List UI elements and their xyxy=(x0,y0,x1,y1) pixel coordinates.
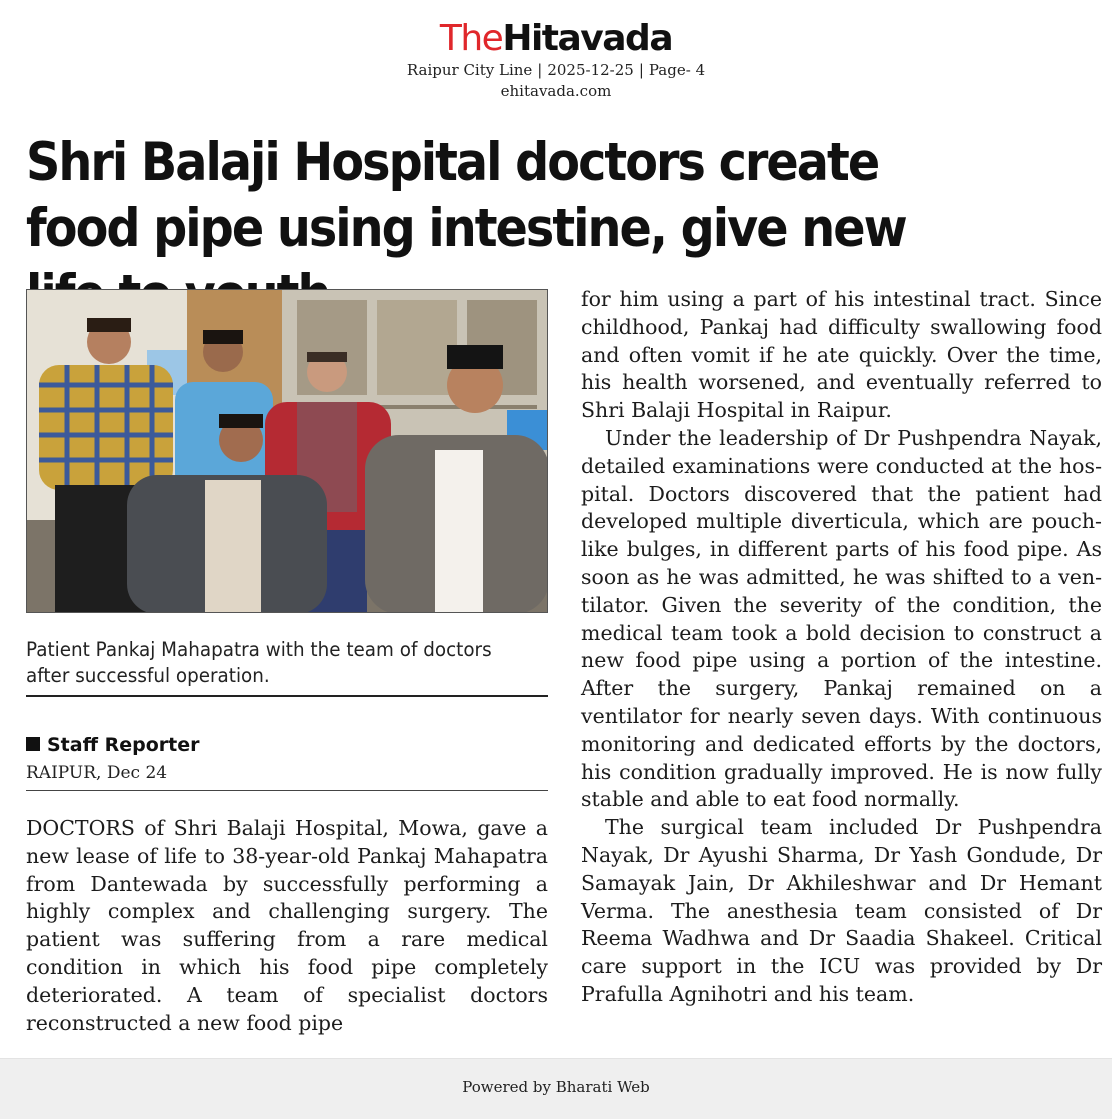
separator: | xyxy=(537,61,543,79)
article-paragraph: for him using a part of his intestinal tract. Since childhood, Pankaj had difficulty swallowing food and often vomit if he ate quickly. Over the time, his health worsened, and eventually referred to Shri Balaji Hospital in Raipur. xyxy=(581,287,1102,423)
article-photo xyxy=(26,289,548,613)
dateline: RAIPUR, Dec 24 xyxy=(26,763,168,783)
byline-text: Staff Reporter xyxy=(47,734,200,756)
powered-by-link[interactable]: Powered by Bharati Web xyxy=(462,1078,650,1096)
article-column-left xyxy=(26,815,548,1037)
photo-illustration xyxy=(27,290,548,613)
edition-date: 2025-12-25 xyxy=(547,61,634,79)
masthead xyxy=(0,18,1112,102)
article-column-right xyxy=(581,286,1102,1009)
edition-name: Raipur City Line xyxy=(406,61,533,79)
logo-hitavada: Hitavada xyxy=(502,18,673,59)
photo-caption: Patient Pankaj Mahapatra with the team of doctors after successful operation. xyxy=(26,638,492,687)
caption-divider xyxy=(26,695,548,697)
publication-logo[interactable] xyxy=(0,18,1112,60)
footer xyxy=(0,1058,1112,1119)
article-paragraph: Under the leadership of Dr Pushpendra Nayak, detailed examinations were conducted at the hospital. Doctors discovered that the patient had developed multiple diverticula, which are pouch-like bulges, in different parts of his food pipe. As soon as he was admitted, he was shifted to a ventilator. Given the severity of the condition, the medical team took a bold decision to construct a new food pipe using a portion of the intestine. After the surgery, Pankaj remained on a ventilator for nearly seven days. With continuous monitoring and dedicated efforts by the doctors, his condition gradually improved. He is now fully stable and able to eat food normally. xyxy=(581,425,1102,812)
byline-square-icon xyxy=(26,737,40,751)
page-number: Page- 4 xyxy=(648,61,706,79)
logo-the: The xyxy=(439,18,503,59)
article-paragraph: DOCTORS of Shri Balaji Hospital, Mowa, gave a new lease of life to 38-year-old Pankaj Mahapatra from Dantewada by successfully performing a highly complex and challenging surgery. The patient was suffering from a rare medical condition in which his food pipe completely deteriorated. A team of specialist doctors reconstructed a new food pipe xyxy=(26,816,548,1035)
article-headline: Shri Balaji Hospital doctors create food pipe using intestine, give new xyxy=(26,132,906,259)
article-paragraph: The surgical team included Dr Pushpendra Nayak, Dr Ayushi Sharma, Dr Yash Gondude, Dr Samayak Jain, Dr Akhileshwar and Dr Hemant Verma. The anesthesia team consisted of Dr Reema Wadhwa and Dr Saadia Shakeel. Critical care support in the ICU was provided by Dr Prafulla Agnihotri and his team. xyxy=(581,815,1102,1006)
edition-line xyxy=(0,60,1112,81)
byline xyxy=(26,733,199,757)
website-link[interactable]: ehitavada.com xyxy=(500,82,612,100)
separator: | xyxy=(638,61,644,79)
byline-divider xyxy=(26,790,548,791)
